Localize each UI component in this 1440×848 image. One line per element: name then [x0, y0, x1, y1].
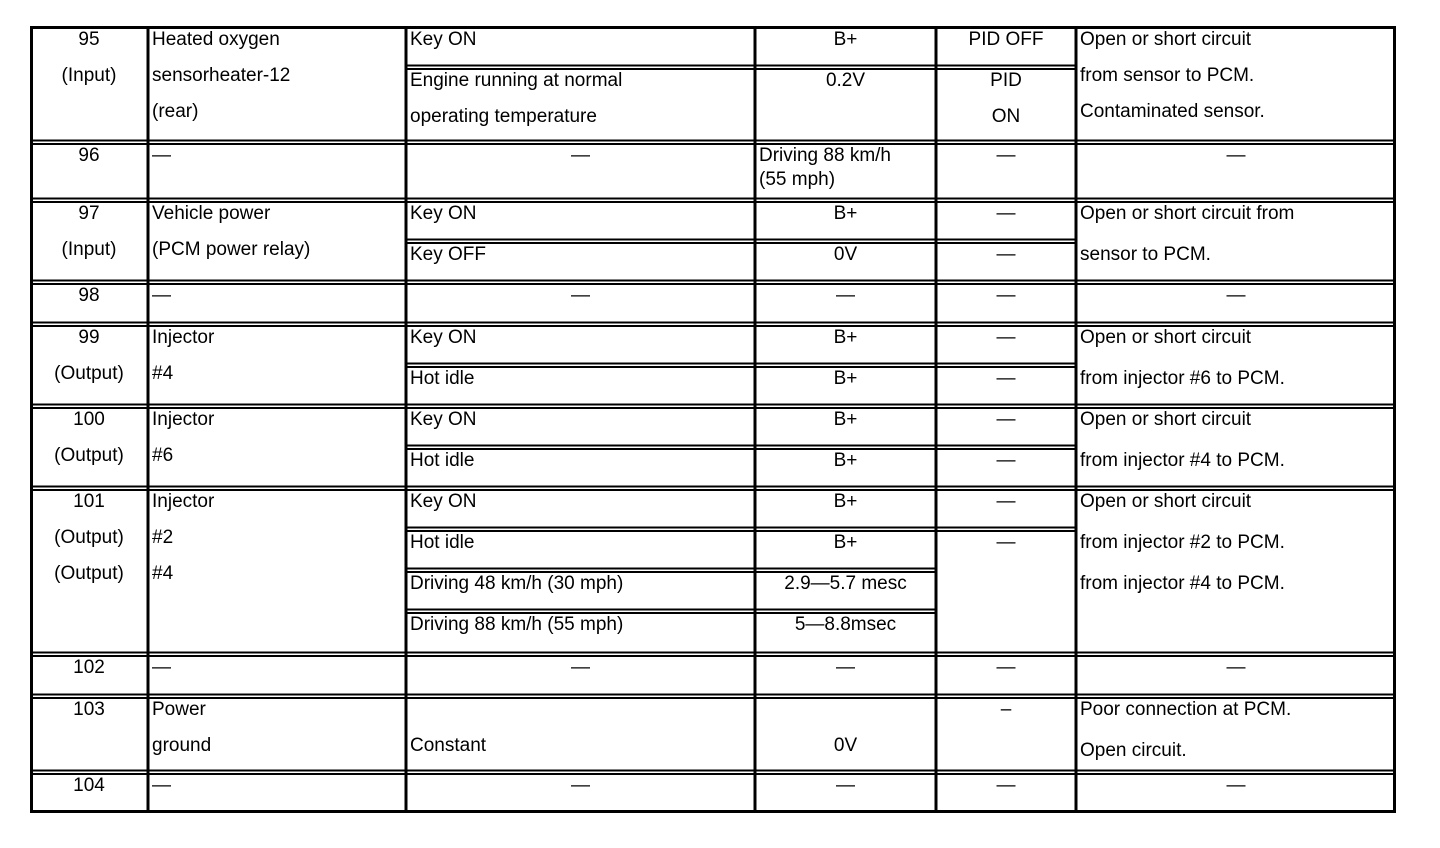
pin-number: (Output) — [54, 563, 124, 584]
condition: — — [571, 775, 590, 796]
possible-cause: — — [1226, 145, 1246, 166]
measured-value: — — [836, 285, 855, 306]
measured-value: B+ — [833, 368, 858, 389]
pin-number: 96 — [78, 145, 100, 166]
measured-value: 2.9—5.7 mesc — [784, 573, 907, 594]
measured-value: B+ — [833, 29, 858, 50]
pin-number: (Output) — [54, 445, 124, 466]
possible-cause: Open or short circuit — [1080, 491, 1252, 512]
pin-number: (Output) — [54, 527, 124, 548]
pid-status: – — [1000, 699, 1012, 720]
pin-number: 102 — [73, 657, 105, 678]
measured-value: — — [836, 657, 855, 678]
condition: Key ON — [410, 29, 477, 50]
measured-value: B+ — [833, 327, 858, 348]
condition: Key ON — [410, 203, 477, 224]
signal-name: #4 — [152, 363, 174, 384]
signal-name: Heated oxygen — [152, 29, 280, 50]
pin-number: (Input) — [61, 239, 117, 260]
pin-number: 104 — [73, 775, 105, 796]
pin-number: 101 — [73, 491, 105, 512]
condition: Driving 48 km/h (30 mph) — [410, 573, 624, 594]
possible-cause: Open or short circuit — [1080, 29, 1252, 50]
measured-value: 0V — [833, 244, 858, 265]
pid-status: — — [996, 368, 1016, 389]
measured-value: B+ — [833, 203, 858, 224]
condition: Driving 88 km/h (55 mph) — [410, 614, 624, 635]
pid-status: — — [996, 244, 1016, 265]
possible-cause: — — [1226, 285, 1246, 306]
pid-status: — — [996, 145, 1016, 166]
condition: Constant — [410, 735, 487, 756]
pid-status: — — [996, 532, 1016, 553]
pid-status: PID — [990, 70, 1022, 91]
condition: — — [571, 145, 590, 166]
pin-number: 100 — [73, 409, 105, 430]
measured-value: 5—8.8msec — [794, 614, 897, 635]
possible-cause: Open or short circuit — [1080, 409, 1252, 430]
possible-cause: Open or short circuit — [1080, 327, 1252, 348]
pid-status: PID OFF — [968, 29, 1044, 50]
measured-value: B+ — [833, 491, 858, 512]
condition: — — [571, 657, 590, 678]
signal-name: #2 — [152, 527, 174, 548]
pin-number: 99 — [78, 327, 100, 348]
possible-cause: from injector #4 to PCM. — [1080, 573, 1285, 594]
pin-number: (Output) — [54, 363, 124, 384]
pcm-pin-table — [30, 26, 1396, 813]
possible-cause: from injector #2 to PCM. — [1080, 532, 1285, 553]
pid-status: — — [996, 491, 1016, 512]
signal-name: — — [152, 145, 171, 166]
signal-name: Injector — [152, 491, 215, 512]
condition: Hot idle — [410, 450, 475, 471]
signal-name: Injector — [152, 327, 215, 348]
pid-status: — — [996, 327, 1016, 348]
signal-name: ground — [152, 735, 212, 756]
signal-name: #4 — [152, 563, 174, 584]
measured-value: (55 mph) — [759, 169, 836, 190]
signal-name: (rear) — [152, 101, 199, 122]
possible-cause: from injector #6 to PCM. — [1080, 368, 1285, 389]
condition: operating temperature — [410, 106, 597, 127]
signal-name: sensorheater-12 — [152, 65, 291, 86]
possible-cause: Open circuit. — [1080, 740, 1187, 761]
possible-cause: Open or short circuit from — [1080, 203, 1295, 224]
condition: Hot idle — [410, 532, 475, 553]
signal-name: — — [152, 285, 171, 306]
measured-value: Driving 88 km/h — [759, 145, 891, 166]
pid-status: — — [996, 657, 1016, 678]
condition: — — [571, 285, 590, 306]
condition: Key ON — [410, 491, 477, 512]
pid-status: — — [996, 203, 1016, 224]
possible-cause: Contaminated sensor. — [1080, 101, 1265, 122]
measured-value: B+ — [833, 409, 858, 430]
pid-status: ON — [991, 106, 1021, 127]
signal-name: — — [152, 775, 171, 796]
condition: Key ON — [410, 327, 477, 348]
measured-value: B+ — [833, 532, 858, 553]
signal-name: Vehicle power — [152, 203, 271, 224]
signal-name: — — [152, 657, 171, 678]
measured-value: B+ — [833, 450, 858, 471]
pid-status: — — [996, 450, 1016, 471]
condition: Engine running at normal — [410, 70, 623, 91]
condition: Key OFF — [410, 244, 487, 265]
condition: Key ON — [410, 409, 477, 430]
possible-cause: sensor to PCM. — [1080, 244, 1211, 265]
pin-number: 103 — [73, 699, 105, 720]
pin-number: 98 — [78, 285, 100, 306]
signal-name: #6 — [152, 445, 174, 466]
pin-number: (Input) — [61, 65, 117, 86]
signal-name: (PCM power relay) — [152, 239, 311, 260]
pin-number: 97 — [78, 203, 100, 224]
pin-number: 95 — [78, 29, 100, 50]
measured-value: 0V — [833, 735, 858, 756]
pid-status: — — [996, 775, 1016, 796]
possible-cause: from sensor to PCM. — [1080, 65, 1255, 86]
pid-status: — — [996, 285, 1016, 306]
possible-cause: — — [1226, 657, 1246, 678]
signal-name: Power — [152, 699, 206, 720]
measured-value: — — [836, 775, 855, 796]
possible-cause: Poor connection at PCM. — [1080, 699, 1292, 720]
condition: Hot idle — [410, 368, 475, 389]
measured-value: 0.2V — [825, 70, 866, 91]
possible-cause: from injector #4 to PCM. — [1080, 450, 1285, 471]
signal-name: Injector — [152, 409, 215, 430]
pid-status: — — [996, 409, 1016, 430]
possible-cause: — — [1226, 775, 1246, 796]
